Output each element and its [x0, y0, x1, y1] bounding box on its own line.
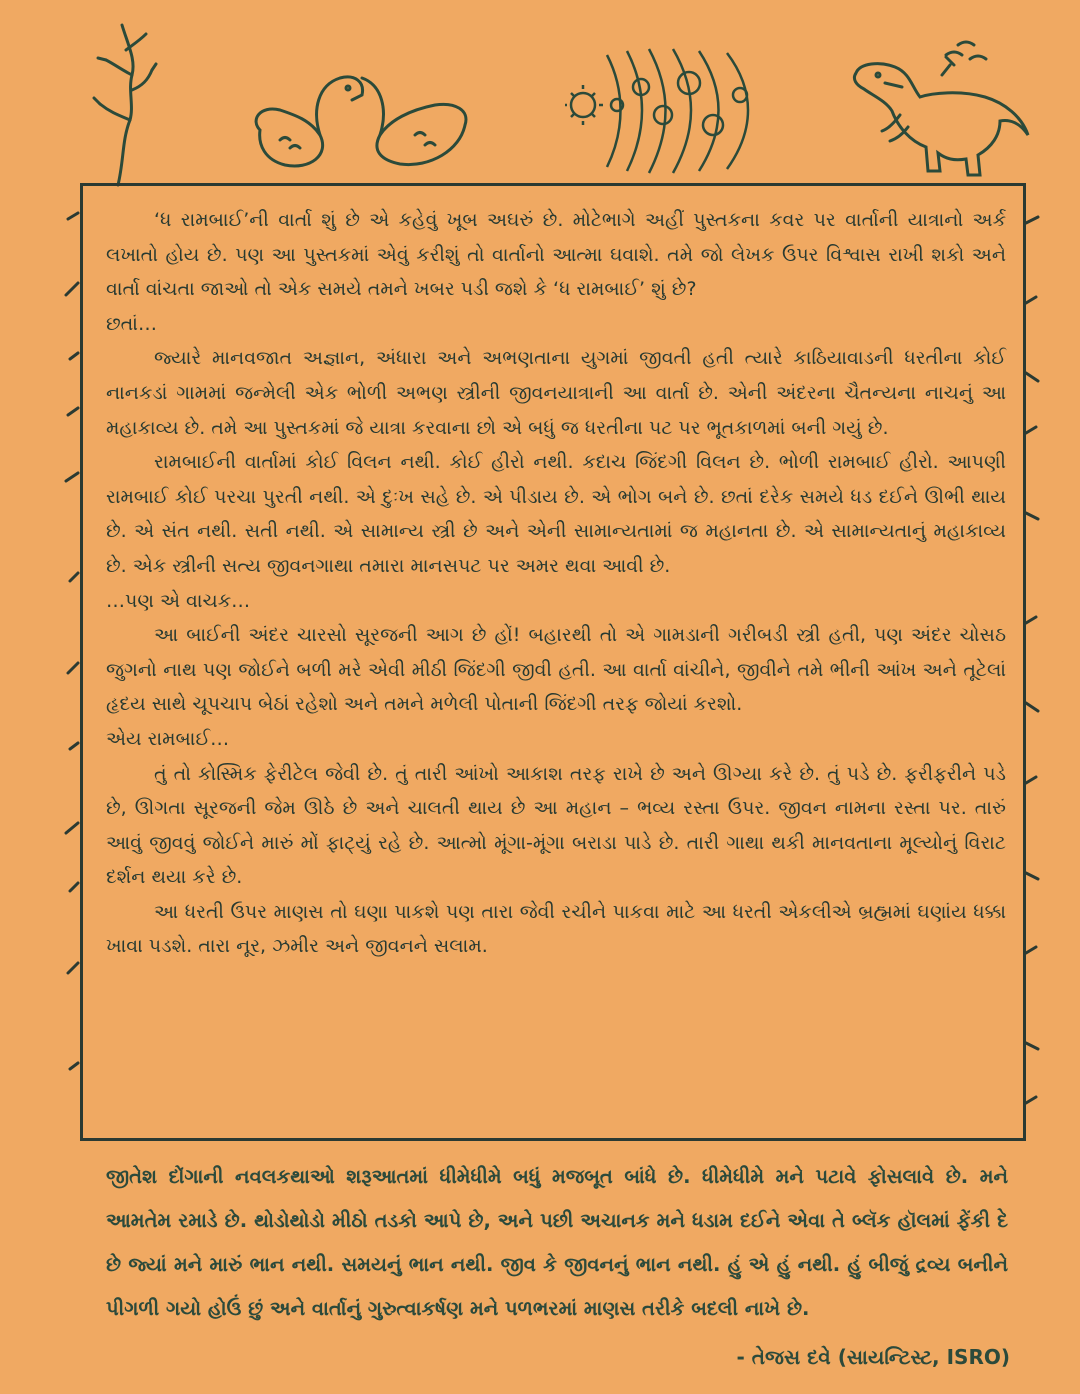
synopsis-text [106, 203, 1006, 964]
branch-illustration [88, 20, 158, 190]
synopsis-paragraph: એય રામબાઈ… [106, 727, 230, 750]
review-text [106, 1155, 1008, 1331]
synopsis-paragraph: આ બાઈની અંદર ચારસો સૂરજની આગ છે હોં! બહારથી તો એ ગામડાની ગરીબડી સ્ત્રી હતી, પણ અંદર ચોસઠ જુગનો નાથ પણ જોઈને બળી મરે એવી મીઠી જિંદગી જીવી હતી. આ વાર્તા વાંચીને, જીવીને તમે ભીની આંખ અને તૂટેલાં હૃદય સાથે ચૂપચાપ બેઠાં રહેશો અને તમને મળેલી પોતાની જિંદગી તરફ જોયાં કરશો. [106, 624, 1006, 716]
synopsis-paragraph: આ ધરતી ઉપર માણસ તો ઘણા પાકશે પણ તારા જેવી રચીને પાકવા માટે આ ધરતી એકલીએ બ્રહ્મમાં ઘણાંય ધક્કા ખાવા પડશે. તારા નૂર, ઝમીર અને જીવનને સલામ. [106, 900, 1006, 958]
header-illustrations [0, 0, 1080, 190]
review-signature: - તેજસ દવે (સાયન્ટિસ્ટ, ISRO) [736, 1345, 1010, 1369]
synopsis-paragraph: છતાં… [106, 312, 157, 335]
synopsis-paragraph: જ્યારે માનવજાત અજ્ઞાન, અંધારા અને અભણતાના યુગમાં જીવતી હતી ત્યારે કાઠિયાવાડની ધરતીના કોઈ નાનકડાં ગામમાં જન્મેલી એક ભોળી અભણ સ્ત્રીની જીવનયાત્રાની આ વાર્તા છે. એની અંદરના ચૈતન્યના નાચનું આ મહાકાવ્ય છે. તમે આ પુસ્તકમાં જે યાત્રા કરવાના છો એ બધું જ ધરતીના પટ પર ભૂતકાળમાં બની ગયું છે. [106, 347, 1006, 439]
swans-illustration [240, 60, 480, 180]
synopsis-paragraph: તું તો કોસ્મિક ફેરીટેલ જેવી છે. તું તારી આંખો આકાશ તરફ રાખે છે અને ઊગ્યા કરે છે. તું પડે છે. ફરીફરીને પડે છે, ઊગતા સૂરજની જેમ ઊઠે છે અને ચાલતી થાય છે આ મહાન – ભવ્ય રસ્તા ઉપર. જીવન નામના રસ્તા પર. તારું આવું જીવવું જોઈને મારું મોં ફાટ્યું રહે છે. આત્મો મૂંગા-મૂંગા બરાડા પાડે છે. તારી ગાથા થકી માનવતાના મૂલ્યોનું વિરાટ દર્શન થયા કરે છે. [106, 762, 1006, 889]
synopsis-paragraph: રામબાઈની વાર્તામાં કોઈ વિલન નથી. કોઈ હીરો નથી. કદાચ જિંદગી વિલન છે. ભોળી રામબાઈ હીરો. આપણી રામબાઈ કોઈ પરચા પુરતી નથી. એ દુઃખ સહે છે. એ પીડાય છે. એ ભોગ બને છે. છતાં દરેક સમયે ધડ દઈને ઊભી થાય છે. એ સંત નથી. સતી નથી. એ સામાન્ય સ્ત્રી છે અને એની સામાન્યતામાં જ મહાનતા છે. એ સામાન્યતાનું મહાકાવ્ય છે. એક સ્ત્રીની સત્ય જીવનગાથા તમારા માનસપટ પર અમર થવા આવી છે. [106, 451, 1006, 577]
review-paragraph: જીતેશ દોંગાની નવલકથાઓ શરૂઆતમાં ધીમેધીમે બધું મજબૂત બાંધે છે. ધીમેધીમે મને પટાવે ફોસલાવે છે. મને આમતેમ રમાડે છે. થોડોથોડો મીઠો તડકો આપે છે, અને પછી અચાનક મને ધડામ દઈને એવા તે બ્લૅક હૉલમાં ફેંકી દે છે જ્યાં મને મારું ભાન નથી. સમયનું ભાન નથી. જીવ કે જીવનનું ભાન નથી. હું એ હું નથી. હું બીજું દ્રવ્ય બનીને પીગળી ગયો હોઉં છું અને વાર્તાનું ગુરુત્વાકર્ષણ મને પળભરમાં માણસ તરીકે બદલી નાખે છે. [106, 1165, 1008, 1320]
synopsis-paragraph: …પણ એ વાચક… [106, 589, 251, 612]
synopsis-paragraph: ‘ધ રામબાઈ’ની વાર્તા શું છે એ કહેવું ખૂબ અઘરું છે. મોટેભાગે અહીં પુસ્તકના કવર પર વાર્તાની યાત્રાનો અર્ક લખાતો હોય છે. પણ આ પુસ્તકમાં એવું કરીશું તો વાર્તાનો આત્મા ઘવાશે. તમે જો લેખક ઉપર વિશ્વાસ રાખી શકો અને વાર્તા વાંચતા જાઓ તો એક સમયે તમને ખબર પડી જશે કે ‘ધ રામબાઈ’ શું છે? [106, 209, 1006, 301]
dinosaur-illustration [850, 35, 1040, 185]
solar-system-illustration [565, 45, 770, 175]
